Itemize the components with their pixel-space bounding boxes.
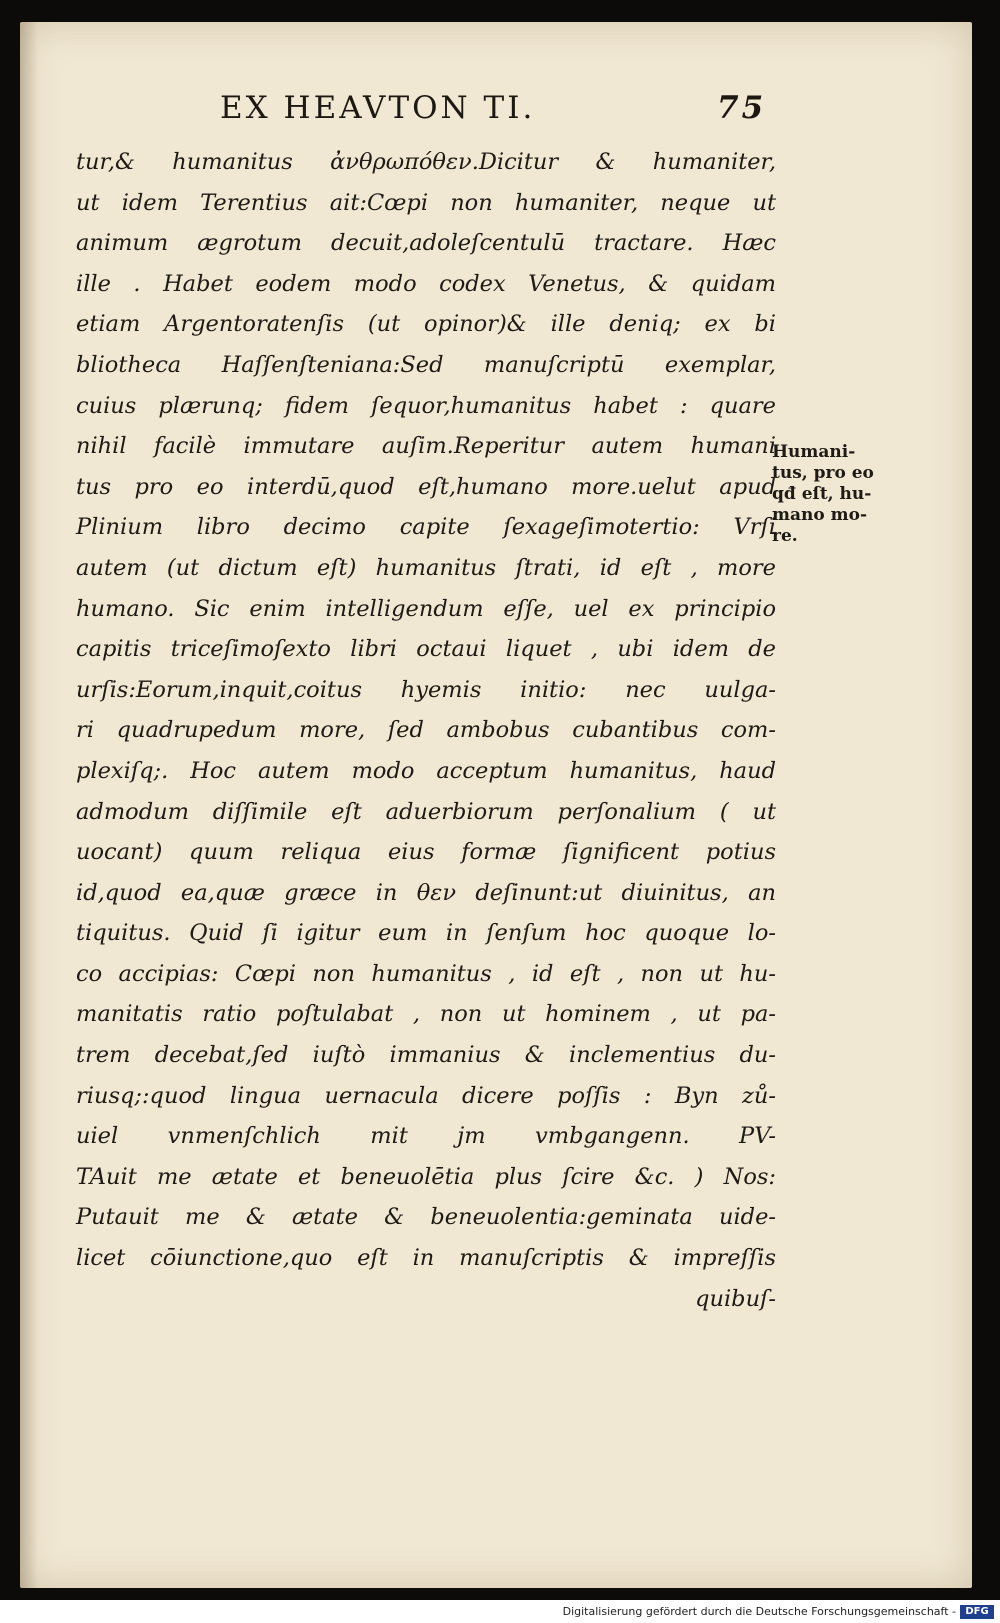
dfg-logo: DFG	[960, 1605, 994, 1619]
text-line: plexiſq;. Hoc autem modo acceptum humanitus, haud	[76, 757, 776, 784]
text-line: uocant) quum reliqua eius formæ ſignificent potius	[76, 839, 776, 866]
book-page	[20, 22, 972, 1588]
digitization-credit: Digitalisierung gefördert durch die Deutsche Forschungsgemeinschaft -	[562, 1605, 956, 1618]
margin-note-line: tus, pro eo	[772, 463, 874, 483]
text-line: tus pro eo interdū,quod eſt,humano more.uelut apud	[76, 473, 776, 500]
text-line: etiam Argentoratenſis (ut opinor)& ille deniq; ex bi	[76, 311, 776, 338]
margin-note-line: Humani-	[772, 442, 856, 462]
text-line: cuius plærunq; fidem ſequor,humanitus habet : quare	[76, 392, 776, 419]
text-line: ri quadrupedum more, ſed ambobus cubantibus com-	[76, 717, 776, 744]
margin-note-line: mano mo-	[772, 505, 868, 525]
text-line: quibuſ-	[695, 1285, 776, 1312]
margin-note-line: re.	[772, 526, 798, 546]
text-line: co accipias: Cœpi non humanitus , id eſt , non ut hu-	[76, 960, 776, 987]
text-line: bliotheca Haſſenſteniana:Sed manuſcriptū exemplar,	[76, 351, 776, 378]
text-line: tur,& humanitus ἀνθρωπόθεν.Dicitur & humaniter,	[76, 149, 776, 175]
margin-note	[772, 442, 896, 547]
text-line: urſis:Eorum,inquit,coitus hyemis initio: nec uulga-	[76, 676, 776, 703]
text-line: Plinium libro decimo capite ſexageſimotertio: Vrſi	[76, 514, 776, 541]
running-header	[220, 90, 800, 130]
text-line: ut idem Terentius ait:Cœpi non humaniter, neque ut	[76, 189, 776, 216]
text-line: ille . Habet eodem modo codex Venetus, & quidam	[76, 270, 776, 297]
page-number: 75	[717, 90, 767, 126]
text-line: manitatis ratio poſtulabat , non ut hominem , ut pa-	[76, 1001, 776, 1028]
margin-note-line: qđ eſt, hu-	[772, 484, 872, 504]
text-line: animum ægrotum decuit,adoleſcentulū tractare. Hæc	[76, 230, 776, 257]
text-line: admodum diſſimile eſt aduerbiorum perſonalium ( ut	[76, 798, 776, 825]
text-line: uiel vnmenſchlich mit jm vmbgangenn. PV-	[76, 1123, 776, 1150]
text-line: tiquitus. Quid ſi igitur eum in ſenſum hoc quoque lo-	[76, 920, 776, 947]
text-line: autem (ut dictum eſt) humanitus ſtrati, id eſt , more	[76, 554, 776, 581]
text-line: nihil facilè immutare auſim.Reperitur autem humani	[76, 433, 776, 460]
text-line: TAuit me ætate et beneuolētia plus ſcire &c. ) Nos:	[76, 1163, 776, 1190]
text-line: id,quod ea,quæ græce in θεν deſinunt:ut diuinitus, an	[76, 879, 776, 906]
text-line: Putauit me & ætate & beneuolentia:geminata uide-	[76, 1204, 776, 1231]
body-text	[76, 142, 776, 1319]
text-line: capitis triceſimoſexto libri octaui liquet , ubi idem de	[76, 636, 776, 663]
text-line: licet cōiunctione,quo eſt in manuſcriptis & impreſſis	[76, 1245, 776, 1272]
text-line: humano. Sic enim intelligendum eſſe, uel ex principio	[76, 595, 776, 622]
running-header-title: EX HEAVTON TI.	[220, 90, 536, 126]
text-line: trem decebat,ſed iuſtò immanius & inclementius du-	[76, 1042, 776, 1069]
text-line: riusq;:quod lingua uernacula dicere poſſis : Byn zů-	[76, 1082, 776, 1109]
